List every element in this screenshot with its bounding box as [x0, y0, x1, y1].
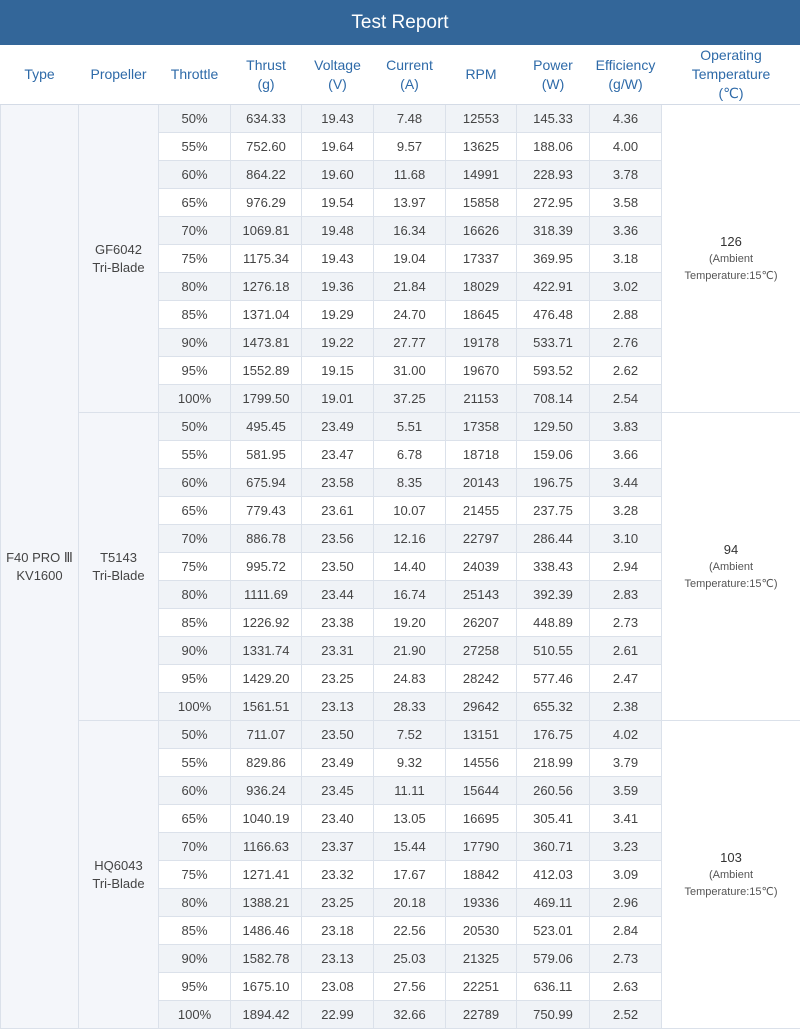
cell-throttle: 85%: [159, 301, 231, 329]
cell-current: 7.48: [374, 105, 446, 133]
cell-efficiency: 2.54: [590, 385, 662, 413]
cell-rpm: 17358: [446, 413, 517, 441]
test-report-table: [0, 45, 800, 1029]
operating-temperature-value: 103: [720, 849, 742, 865]
cell-voltage: 23.49: [302, 413, 374, 441]
cell-throttle: 50%: [159, 105, 231, 133]
cell-current: 27.77: [374, 329, 446, 357]
cell-throttle: 75%: [159, 245, 231, 273]
propeller-cell: [79, 413, 159, 721]
cell-throttle: 100%: [159, 385, 231, 413]
cell-power: 577.46: [517, 665, 590, 693]
cell-rpm: 21325: [446, 945, 517, 973]
cell-efficiency: 4.00: [590, 133, 662, 161]
cell-current: 11.68: [374, 161, 446, 189]
cell-current: 8.35: [374, 469, 446, 497]
cell-rpm: 16626: [446, 217, 517, 245]
cell-power: 655.32: [517, 693, 590, 721]
cell-current: 11.11: [374, 777, 446, 805]
cell-thrust: 976.29: [231, 189, 302, 217]
cell-current: 12.16: [374, 525, 446, 553]
cell-thrust: 1111.69: [231, 581, 302, 609]
report-title: Test Report: [351, 11, 449, 33]
cell-thrust: 1561.51: [231, 693, 302, 721]
cell-efficiency: 3.41: [590, 805, 662, 833]
ambient-temperature-note: (Ambient: [708, 560, 754, 573]
cell-voltage: 23.61: [302, 497, 374, 525]
cell-power: 145.33: [517, 105, 590, 133]
cell-throttle: 70%: [159, 833, 231, 861]
cell-power: 188.06: [517, 133, 590, 161]
cell-throttle: 90%: [159, 637, 231, 665]
cell-thrust: 1226.92: [231, 609, 302, 637]
cell-power: 579.06: [517, 945, 590, 973]
ambient-temperature-note: Temperature:15℃): [684, 885, 778, 898]
cell-throttle: 80%: [159, 273, 231, 301]
cell-current: 31.00: [374, 357, 446, 385]
cell-rpm: 14556: [446, 749, 517, 777]
cell-thrust: 634.33: [231, 105, 302, 133]
cell-power: 750.99: [517, 1001, 590, 1029]
cell-voltage: 19.64: [302, 133, 374, 161]
cell-thrust: 1486.46: [231, 917, 302, 945]
cell-thrust: 886.78: [231, 525, 302, 553]
cell-rpm: 28242: [446, 665, 517, 693]
cell-voltage: 23.50: [302, 553, 374, 581]
cell-rpm: 15644: [446, 777, 517, 805]
column-header-power: [517, 45, 590, 105]
propeller-line: Tri-Blade: [92, 259, 145, 275]
column-header-efficiency: [590, 45, 662, 105]
column-header-line: Efficiency: [595, 56, 656, 73]
cell-thrust: 1371.04: [231, 301, 302, 329]
cell-rpm: 29642: [446, 693, 517, 721]
cell-voltage: 19.43: [302, 105, 374, 133]
cell-efficiency: 2.84: [590, 917, 662, 945]
cell-efficiency: 3.58: [590, 189, 662, 217]
cell-thrust: 675.94: [231, 469, 302, 497]
cell-rpm: 22797: [446, 525, 517, 553]
cell-power: 286.44: [517, 525, 590, 553]
cell-efficiency: 3.28: [590, 497, 662, 525]
cell-efficiency: 3.59: [590, 777, 662, 805]
cell-throttle: 60%: [159, 161, 231, 189]
cell-throttle: 55%: [159, 133, 231, 161]
cell-thrust: 1331.74: [231, 637, 302, 665]
cell-rpm: 21455: [446, 497, 517, 525]
table-row: [1, 721, 800, 749]
cell-power: 392.39: [517, 581, 590, 609]
cell-rpm: 24039: [446, 553, 517, 581]
propeller-line: HQ6043: [94, 857, 143, 873]
cell-efficiency: 2.83: [590, 581, 662, 609]
column-header-rpm: [446, 45, 517, 105]
column-header-line: (℃): [718, 85, 744, 101]
cell-power: 469.11: [517, 889, 590, 917]
cell-voltage: 19.36: [302, 273, 374, 301]
cell-current: 7.52: [374, 721, 446, 749]
cell-current: 37.25: [374, 385, 446, 413]
column-header-throttle: [159, 45, 231, 105]
cell-efficiency: 2.38: [590, 693, 662, 721]
cell-thrust: 1069.81: [231, 217, 302, 245]
cell-current: 16.34: [374, 217, 446, 245]
cell-efficiency: 3.02: [590, 273, 662, 301]
cell-efficiency: 2.73: [590, 609, 662, 637]
cell-voltage: 23.40: [302, 805, 374, 833]
cell-voltage: 23.56: [302, 525, 374, 553]
cell-current: 25.03: [374, 945, 446, 973]
cell-current: 10.07: [374, 497, 446, 525]
cell-rpm: 19336: [446, 889, 517, 917]
cell-efficiency: 3.66: [590, 441, 662, 469]
cell-thrust: 1582.78: [231, 945, 302, 973]
cell-throttle: 75%: [159, 861, 231, 889]
ambient-temperature-note: (Ambient: [708, 868, 754, 881]
cell-throttle: 70%: [159, 217, 231, 245]
report-title-bar: [0, 0, 800, 45]
cell-throttle: 100%: [159, 1001, 231, 1029]
cell-thrust: 1166.63: [231, 833, 302, 861]
cell-thrust: 1429.20: [231, 665, 302, 693]
cell-efficiency: 3.23: [590, 833, 662, 861]
header-row: [1, 45, 800, 105]
cell-power: 708.14: [517, 385, 590, 413]
cell-rpm: 27258: [446, 637, 517, 665]
column-header-propeller: [79, 45, 159, 105]
cell-efficiency: 4.36: [590, 105, 662, 133]
column-header-line: Current: [386, 56, 433, 73]
ambient-temperature-note: Temperature:15℃): [684, 269, 778, 282]
column-header-line: (V): [328, 75, 347, 92]
cell-voltage: 23.44: [302, 581, 374, 609]
column-header-line: Propeller: [90, 66, 147, 82]
column-header-type: [1, 45, 79, 105]
propeller-cell: [79, 105, 159, 413]
cell-thrust: 1552.89: [231, 357, 302, 385]
cell-voltage: 19.43: [302, 245, 374, 273]
cell-voltage: 23.50: [302, 721, 374, 749]
cell-power: 412.03: [517, 861, 590, 889]
cell-throttle: 65%: [159, 497, 231, 525]
cell-rpm: 18718: [446, 441, 517, 469]
cell-voltage: 23.38: [302, 609, 374, 637]
cell-thrust: 995.72: [231, 553, 302, 581]
cell-throttle: 80%: [159, 581, 231, 609]
cell-throttle: 65%: [159, 805, 231, 833]
column-header-line: Throttle: [170, 66, 219, 82]
cell-power: 129.50: [517, 413, 590, 441]
cell-throttle: 95%: [159, 357, 231, 385]
cell-throttle: 55%: [159, 441, 231, 469]
cell-current: 20.18: [374, 889, 446, 917]
cell-efficiency: 2.47: [590, 665, 662, 693]
cell-power: 510.55: [517, 637, 590, 665]
cell-current: 32.66: [374, 1001, 446, 1029]
cell-rpm: 13151: [446, 721, 517, 749]
propeller-line: GF6042: [95, 241, 142, 257]
cell-current: 21.84: [374, 273, 446, 301]
ambient-temperature-note: (Ambient: [708, 252, 754, 265]
cell-rpm: 18842: [446, 861, 517, 889]
cell-rpm: 22789: [446, 1001, 517, 1029]
cell-efficiency: 2.96: [590, 889, 662, 917]
column-header-line: (g/W): [608, 75, 643, 92]
cell-voltage: 19.22: [302, 329, 374, 357]
cell-current: 19.20: [374, 609, 446, 637]
cell-throttle: 95%: [159, 665, 231, 693]
ambient-temperature-note: Temperature:15℃): [684, 577, 778, 590]
cell-efficiency: 3.78: [590, 161, 662, 189]
column-header-thrust: [231, 45, 302, 105]
cell-voltage: 23.47: [302, 441, 374, 469]
cell-power: 360.71: [517, 833, 590, 861]
propeller-line: Tri-Blade: [92, 567, 145, 583]
cell-current: 17.67: [374, 861, 446, 889]
cell-voltage: 23.31: [302, 637, 374, 665]
cell-current: 13.97: [374, 189, 446, 217]
cell-power: 260.56: [517, 777, 590, 805]
column-header-line: Temperature: [691, 66, 771, 82]
cell-current: 19.04: [374, 245, 446, 273]
cell-thrust: 1473.81: [231, 329, 302, 357]
cell-thrust: 779.43: [231, 497, 302, 525]
cell-voltage: 23.25: [302, 665, 374, 693]
cell-power: 523.01: [517, 917, 590, 945]
cell-power: 476.48: [517, 301, 590, 329]
cell-current: 15.44: [374, 833, 446, 861]
cell-throttle: 95%: [159, 973, 231, 1001]
cell-throttle: 100%: [159, 693, 231, 721]
cell-power: 196.75: [517, 469, 590, 497]
cell-voltage: 23.08: [302, 973, 374, 1001]
cell-rpm: 19178: [446, 329, 517, 357]
cell-throttle: 90%: [159, 329, 231, 357]
table-body: [1, 105, 800, 1029]
cell-voltage: 19.48: [302, 217, 374, 245]
cell-thrust: 1388.21: [231, 889, 302, 917]
column-header-operating-temperature: [662, 45, 800, 105]
cell-efficiency: 2.88: [590, 301, 662, 329]
cell-thrust: 1799.50: [231, 385, 302, 413]
cell-thrust: 1175.34: [231, 245, 302, 273]
cell-voltage: 23.13: [302, 693, 374, 721]
cell-current: 28.33: [374, 693, 446, 721]
cell-efficiency: 2.52: [590, 1001, 662, 1029]
cell-power: 448.89: [517, 609, 590, 637]
propeller-line: T5143: [100, 549, 137, 565]
cell-voltage: 22.99: [302, 1001, 374, 1029]
cell-throttle: 65%: [159, 189, 231, 217]
cell-efficiency: 2.63: [590, 973, 662, 1001]
cell-thrust: 1271.41: [231, 861, 302, 889]
cell-power: 422.91: [517, 273, 590, 301]
column-header-line: Thrust: [246, 56, 286, 73]
cell-efficiency: 3.10: [590, 525, 662, 553]
cell-efficiency: 3.44: [590, 469, 662, 497]
column-header-line: (W): [541, 75, 565, 92]
table-row: [1, 413, 800, 441]
column-header-line: Power: [533, 56, 573, 73]
table-row: [1, 105, 800, 133]
motor-type-line: F40 PRO Ⅲ: [6, 549, 73, 565]
cell-rpm: 18029: [446, 273, 517, 301]
cell-rpm: 12553: [446, 105, 517, 133]
cell-efficiency: 3.18: [590, 245, 662, 273]
cell-current: 14.40: [374, 553, 446, 581]
cell-voltage: 23.45: [302, 777, 374, 805]
cell-thrust: 1894.42: [231, 1001, 302, 1029]
cell-efficiency: 3.79: [590, 749, 662, 777]
cell-voltage: 23.25: [302, 889, 374, 917]
cell-thrust: 711.07: [231, 721, 302, 749]
operating-temperature-cell: [662, 105, 800, 413]
propeller-cell: [79, 721, 159, 1029]
cell-power: 176.75: [517, 721, 590, 749]
cell-throttle: 55%: [159, 749, 231, 777]
cell-power: 305.41: [517, 805, 590, 833]
cell-throttle: 90%: [159, 945, 231, 973]
cell-voltage: 19.29: [302, 301, 374, 329]
operating-temperature-value: 126: [720, 233, 742, 249]
cell-current: 5.51: [374, 413, 446, 441]
cell-rpm: 19670: [446, 357, 517, 385]
cell-rpm: 17337: [446, 245, 517, 273]
column-header-line: (g): [257, 75, 275, 92]
cell-efficiency: 3.83: [590, 413, 662, 441]
cell-current: 27.56: [374, 973, 446, 1001]
column-header-voltage: [302, 45, 374, 105]
cell-current: 6.78: [374, 441, 446, 469]
cell-efficiency: 2.62: [590, 357, 662, 385]
cell-throttle: 70%: [159, 525, 231, 553]
cell-power: 159.06: [517, 441, 590, 469]
cell-efficiency: 3.09: [590, 861, 662, 889]
cell-power: 228.93: [517, 161, 590, 189]
cell-current: 22.56: [374, 917, 446, 945]
cell-voltage: 19.15: [302, 357, 374, 385]
cell-throttle: 50%: [159, 721, 231, 749]
cell-thrust: 1675.10: [231, 973, 302, 1001]
cell-power: 318.39: [517, 217, 590, 245]
cell-current: 16.74: [374, 581, 446, 609]
cell-voltage: 23.37: [302, 833, 374, 861]
cell-current: 9.57: [374, 133, 446, 161]
column-header-line: Type: [24, 66, 55, 82]
cell-power: 272.95: [517, 189, 590, 217]
cell-rpm: 26207: [446, 609, 517, 637]
cell-thrust: 495.45: [231, 413, 302, 441]
cell-current: 21.90: [374, 637, 446, 665]
cell-rpm: 20530: [446, 917, 517, 945]
cell-rpm: 22251: [446, 973, 517, 1001]
cell-current: 24.83: [374, 665, 446, 693]
cell-current: 13.05: [374, 805, 446, 833]
column-header-line: Voltage: [314, 56, 361, 73]
cell-rpm: 16695: [446, 805, 517, 833]
cell-voltage: 23.13: [302, 945, 374, 973]
operating-temperature-cell: [662, 413, 800, 721]
cell-voltage: 19.54: [302, 189, 374, 217]
cell-power: 636.11: [517, 973, 590, 1001]
cell-rpm: 13625: [446, 133, 517, 161]
cell-rpm: 17790: [446, 833, 517, 861]
operating-temperature-value: 94: [723, 541, 739, 557]
cell-thrust: 1040.19: [231, 805, 302, 833]
cell-throttle: 50%: [159, 413, 231, 441]
cell-power: 533.71: [517, 329, 590, 357]
propeller-line: Tri-Blade: [92, 875, 145, 891]
cell-rpm: 25143: [446, 581, 517, 609]
motor-type-line: KV1600: [16, 567, 63, 583]
cell-efficiency: 2.61: [590, 637, 662, 665]
cell-voltage: 23.32: [302, 861, 374, 889]
cell-thrust: 864.22: [231, 161, 302, 189]
cell-throttle: 75%: [159, 553, 231, 581]
cell-voltage: 19.60: [302, 161, 374, 189]
cell-throttle: 85%: [159, 609, 231, 637]
cell-thrust: 581.95: [231, 441, 302, 469]
cell-efficiency: 2.76: [590, 329, 662, 357]
cell-throttle: 60%: [159, 777, 231, 805]
cell-throttle: 60%: [159, 469, 231, 497]
cell-thrust: 936.24: [231, 777, 302, 805]
cell-throttle: 80%: [159, 889, 231, 917]
cell-power: 338.43: [517, 553, 590, 581]
cell-thrust: 752.60: [231, 133, 302, 161]
cell-efficiency: 2.73: [590, 945, 662, 973]
cell-thrust: 1276.18: [231, 273, 302, 301]
cell-voltage: 19.01: [302, 385, 374, 413]
cell-rpm: 18645: [446, 301, 517, 329]
cell-efficiency: 4.02: [590, 721, 662, 749]
cell-voltage: 23.18: [302, 917, 374, 945]
cell-power: 218.99: [517, 749, 590, 777]
cell-rpm: 14991: [446, 161, 517, 189]
cell-efficiency: 3.36: [590, 217, 662, 245]
column-header-current: [374, 45, 446, 105]
cell-thrust: 829.86: [231, 749, 302, 777]
motor-type-cell: [1, 105, 79, 1029]
cell-efficiency: 2.94: [590, 553, 662, 581]
cell-power: 237.75: [517, 497, 590, 525]
cell-power: 369.95: [517, 245, 590, 273]
cell-rpm: 20143: [446, 469, 517, 497]
cell-current: 9.32: [374, 749, 446, 777]
operating-temperature-cell: [662, 721, 800, 1029]
cell-voltage: 23.58: [302, 469, 374, 497]
cell-rpm: 15858: [446, 189, 517, 217]
cell-power: 593.52: [517, 357, 590, 385]
cell-rpm: 21153: [446, 385, 517, 413]
cell-current: 24.70: [374, 301, 446, 329]
cell-throttle: 85%: [159, 917, 231, 945]
cell-voltage: 23.49: [302, 749, 374, 777]
column-header-line: Operating: [700, 47, 762, 63]
column-header-line: (A): [400, 75, 419, 92]
column-header-line: RPM: [465, 66, 497, 82]
